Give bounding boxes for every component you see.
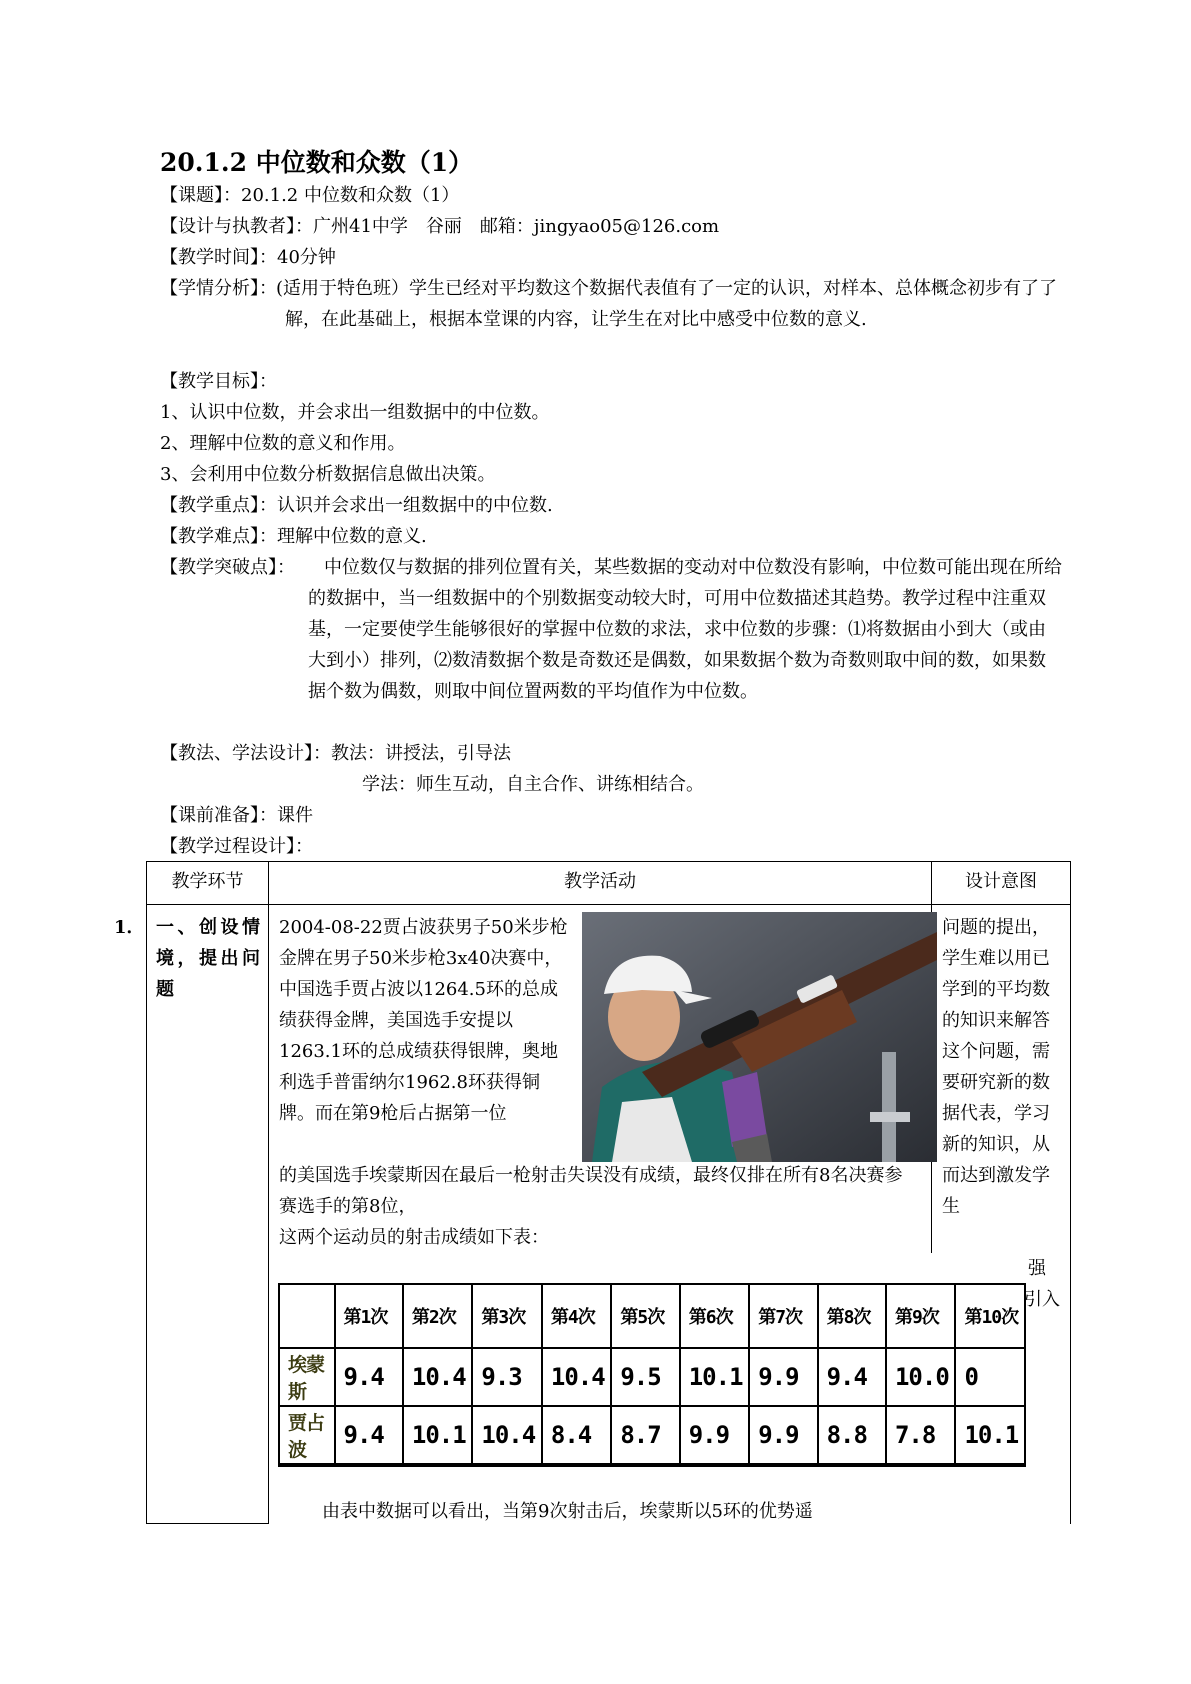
table-border-bottom-left (146, 1523, 269, 1524)
header-activity: 教学活动 (564, 871, 636, 892)
goal-1: 1、认识中位数，并会求出一组数据中的中位数。 (160, 402, 550, 423)
activity-text-2: 的美国选手埃蒙斯因在最后一枪射击失误没有成绩，最终仅排在所有8名决赛参赛选手的第8位， (279, 1165, 903, 1217)
score-corner-cell (279, 1284, 335, 1348)
key-value: 认识并会求出一组数据中的中位数. (277, 495, 553, 516)
topic-line (160, 180, 459, 211)
breakthrough-label: 【教学突破点】： (160, 557, 295, 578)
analysis-label: 【学情分析】： (160, 278, 277, 299)
activity-text-3: 这两个运动员的射击成绩如下表： (279, 1227, 549, 1248)
score-cell: 8.7 (611, 1406, 679, 1465)
author-line (160, 211, 719, 242)
score-header-row (279, 1284, 1025, 1348)
method-learn: 学法：师生互动，自主合作、讲练相结合。 (362, 774, 704, 795)
rifle-shooter-image (582, 912, 937, 1162)
score-cell: 10.4 (472, 1406, 541, 1465)
intent-tail-1: 强 (1028, 1258, 1046, 1279)
score-cell: 9.5 (611, 1348, 679, 1406)
score-cell: 10.1 (955, 1406, 1025, 1465)
score-cell: 9.3 (472, 1348, 541, 1406)
score-cell: 9.9 (749, 1406, 817, 1465)
difficult-value: 理解中位数的意义. (277, 526, 427, 547)
score-header-3: 第3次 (472, 1284, 541, 1348)
score-header-8: 第8次 (818, 1284, 886, 1348)
score-header-6: 第6次 (680, 1284, 749, 1348)
score-cell: 0 (955, 1348, 1025, 1406)
author-label: 【设计与执教者】： (160, 216, 313, 237)
table-border-right (1070, 861, 1071, 1524)
method-line (160, 738, 511, 769)
score-cell: 10.0 (886, 1348, 955, 1406)
analysis-text: (适用于特色班）学生已经对平均数这个数据代表值有了一定的认识，对样本、总体概念初步有了了解，在此基础上，根据本堂课的内容，让学生在对比中感受中位数的意义. (276, 278, 1058, 330)
header-intent: 设计意图 (965, 871, 1037, 892)
score-cell: 9.4 (335, 1348, 403, 1406)
method-teach: 教法：讲授法，引导法 (331, 743, 511, 764)
activity-text-1: 2004-08-22贾占波获男子50米步枪金牌在男子50米步枪3x40决赛中，中国选手贾占波以1264.5环的总成绩获得金牌，美国选手安提以1263.1环的总成绩获得银牌，奥地利选手普雷纳尔1962.8环获得铜牌。而在第9枪后占据第一位 (279, 917, 568, 1124)
table-border-col1 (268, 861, 269, 1524)
stage-cell: 一、创设情境，提出问题 (156, 917, 260, 1000)
score-header-7: 第7次 (749, 1284, 817, 1348)
score-cell: 10.4 (542, 1348, 611, 1406)
score-cell: 7.8 (886, 1406, 955, 1465)
score-header-10: 第10次 (955, 1284, 1025, 1348)
goal-3: 3、会利用中位数分析数据信息做出决策。 (160, 464, 496, 485)
score-cell: 10.1 (680, 1348, 749, 1406)
topic-value: 20.1.2 中位数和众数（1） (241, 185, 460, 206)
method-label: 【教法、学法设计】： (160, 743, 331, 764)
score-row-name: 贾占波 (279, 1406, 335, 1465)
breakthrough-text: 中位数仅与数据的排列位置有关，某些数据的变动对中位数没有影响，中位数可能出现在所给的数据中，当一组数据中的个别数据变动较大时，可用中位数描述其趋势。教学过程中注重双基，一定要使学生能够很好的掌握中位数的求法，求中位数的步骤：⑴将数据由小到大（或由大到小）排列，⑵数清数据个数是奇数还是偶数，如果数据个数为奇数则取中间的数，如果数据个数为偶数，则取中间位置两数的平均值作为中位数。 (308, 557, 1062, 702)
key-line (160, 490, 553, 521)
header-stage: 教学环节 (171, 871, 244, 892)
time-line (160, 242, 336, 273)
goals-label: 【教学目标】： (160, 371, 277, 392)
difficult-line (160, 521, 427, 552)
table-border-left (146, 861, 147, 1524)
score-cell: 8.8 (818, 1406, 886, 1465)
score-header-2: 第2次 (403, 1284, 472, 1348)
process-label: 【教学过程设计】： (160, 836, 313, 857)
score-cell: 9.9 (680, 1406, 749, 1465)
score-cell: 9.4 (335, 1406, 403, 1465)
prep-line (160, 800, 313, 831)
score-header-4: 第4次 (542, 1284, 611, 1348)
table-border-top (146, 861, 1071, 862)
score-cell: 10.4 (403, 1348, 472, 1406)
score-cell: 8.4 (542, 1406, 611, 1465)
prep-label: 【课前准备】： (160, 805, 277, 826)
score-cell: 9.4 (818, 1348, 886, 1406)
intent-tail-2: 引入 (1024, 1289, 1060, 1310)
score-header-5: 第5次 (611, 1284, 679, 1348)
score-row-jia (279, 1406, 1025, 1465)
goal-2: 2、理解中位数的意义和作用。 (160, 433, 406, 454)
score-header-1: 第1次 (335, 1284, 403, 1348)
score-row-emmons (279, 1348, 1025, 1406)
time-label: 【教学时间】： (160, 247, 277, 268)
score-cell: 10.1 (403, 1406, 472, 1465)
intent-text: 问题的提出，学生难以用已学到的平均数的知识来解答这个问题，需要研究新的数据代表，学习新的知识，从而达到激发学生 (942, 917, 1050, 1217)
shooter-photo (582, 912, 937, 1162)
score-header-9: 第9次 (886, 1284, 955, 1348)
time-value: 40分钟 (277, 247, 336, 268)
activity-text-4: 由表中数据可以看出，当第9次射击后，埃蒙斯以5环的优势遥 (322, 1501, 813, 1522)
page-title: 20.1.2 中位数和众数（1） (160, 148, 474, 177)
key-label: 【教学重点】： (160, 495, 277, 516)
row-number: 1． (114, 917, 145, 938)
score-table (278, 1283, 1026, 1467)
author-value: 广州41中学 谷丽 邮箱：jingyao05@126.com (313, 216, 720, 237)
topic-label: 【课题】： (160, 185, 241, 206)
difficult-label: 【教学难点】： (160, 526, 277, 547)
score-cell: 9.9 (749, 1348, 817, 1406)
table-border-header (146, 904, 1071, 905)
score-row-name: 埃蒙斯 (279, 1348, 335, 1406)
prep-value: 课件 (277, 805, 313, 826)
